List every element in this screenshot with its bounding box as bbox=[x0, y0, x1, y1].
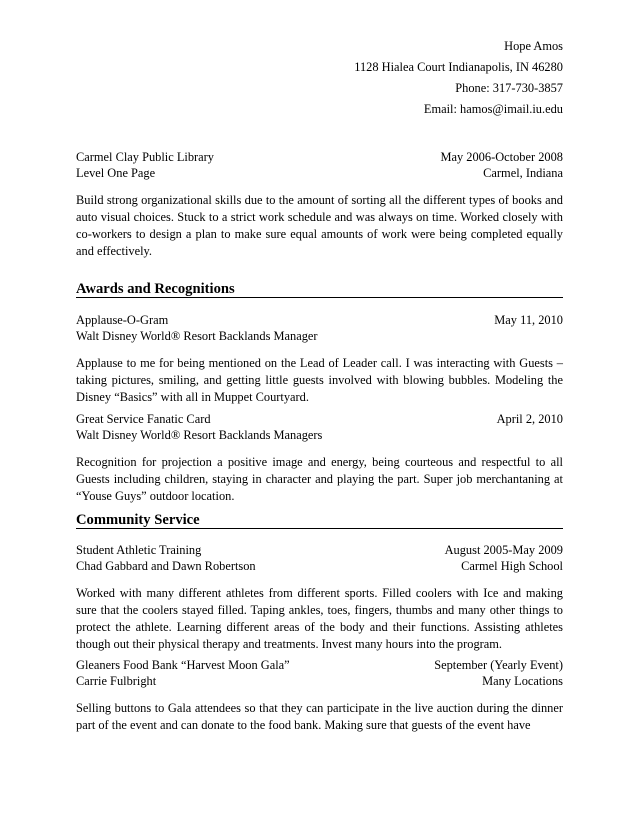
job-description: Build strong organizational skills due to the amount of sorting all the different types of books and auto visual choices. Stuck to a strict work schedule and was always on time. Worked closely with co-workers to design a plan to make sure equal amounts of work were being completed equally and effectively. bbox=[76, 193, 563, 258]
service-place: Carmel High School bbox=[461, 558, 563, 573]
contact-phone: Phone: 317-730-3857 bbox=[455, 81, 563, 95]
award-description: Applause to me for being mentioned on the Lead of Leader call. I was interacting with Guests – taking pictures, smiling, and getting little guests involved with blowing bubbles. Modeling the Disney “Basics” with all in Muppet Courtyard. bbox=[76, 356, 563, 404]
service-description: Selling buttons to Gala attendees so that they can participate in the live auction during the dinner part of the event and can donate to the food bank. Making sure that guests of the event have bbox=[76, 701, 563, 732]
job-entry bbox=[76, 150, 563, 260]
award-date: May 11, 2010 bbox=[494, 313, 563, 327]
service-entry bbox=[76, 658, 563, 734]
job-location: Carmel, Indiana bbox=[483, 165, 563, 180]
award-entry bbox=[76, 412, 563, 505]
award-entry bbox=[76, 313, 563, 406]
contact-block bbox=[354, 36, 563, 120]
service-description: Worked with many different athletes from different sports. Filled coolers with Ice and making sure that the coolers stayed filled. Taping ankles, toes, fingers, thumbs and many other things to protect the athlete. Learning different areas of the body and their functions. Assisting athletes though out their physical therapy and treatments. Invest many hours into the program. bbox=[76, 586, 563, 651]
award-description: Recognition for projection a positive image and energy, being courteous and respectful to all Guests including children, staying in character and playing the part. Super job merchantaning at “Youse Guys” outdoor location. bbox=[76, 455, 563, 503]
job-title: Level One Page bbox=[76, 165, 156, 180]
award-name: Great Service Fanatic Card bbox=[76, 412, 211, 426]
contact-email: Email: hamos@imail.iu.edu bbox=[423, 102, 563, 116]
service-name: Gleaners Food Bank “Harvest Moon Gala” bbox=[76, 658, 290, 672]
community-heading: Community Service bbox=[76, 512, 563, 529]
service-date: September (Yearly Event) bbox=[434, 658, 563, 672]
award-giver: Walt Disney World® Resort Backlands Managers bbox=[76, 427, 323, 442]
awards-heading: Awards and Recognitions bbox=[76, 281, 563, 298]
service-name: Student Athletic Training bbox=[76, 543, 202, 557]
service-people: Chad Gabbard and Dawn Robertson bbox=[76, 558, 256, 573]
service-people: Carrie Fulbright bbox=[76, 673, 157, 688]
service-place: Many Locations bbox=[482, 673, 563, 688]
award-name: Applause-O-Gram bbox=[76, 313, 169, 327]
service-entry bbox=[76, 543, 563, 653]
contact-address: 1128 Hialea Court Indianapolis, IN 46280 bbox=[354, 60, 563, 74]
service-date: August 2005-May 2009 bbox=[444, 543, 563, 557]
award-giver: Walt Disney World® Resort Backlands Manager bbox=[76, 328, 318, 343]
job-org: Carmel Clay Public Library bbox=[76, 150, 214, 164]
job-dates: May 2006-October 2008 bbox=[440, 150, 563, 164]
award-date: April 2, 2010 bbox=[496, 412, 563, 426]
contact-name: Hope Amos bbox=[504, 39, 563, 53]
